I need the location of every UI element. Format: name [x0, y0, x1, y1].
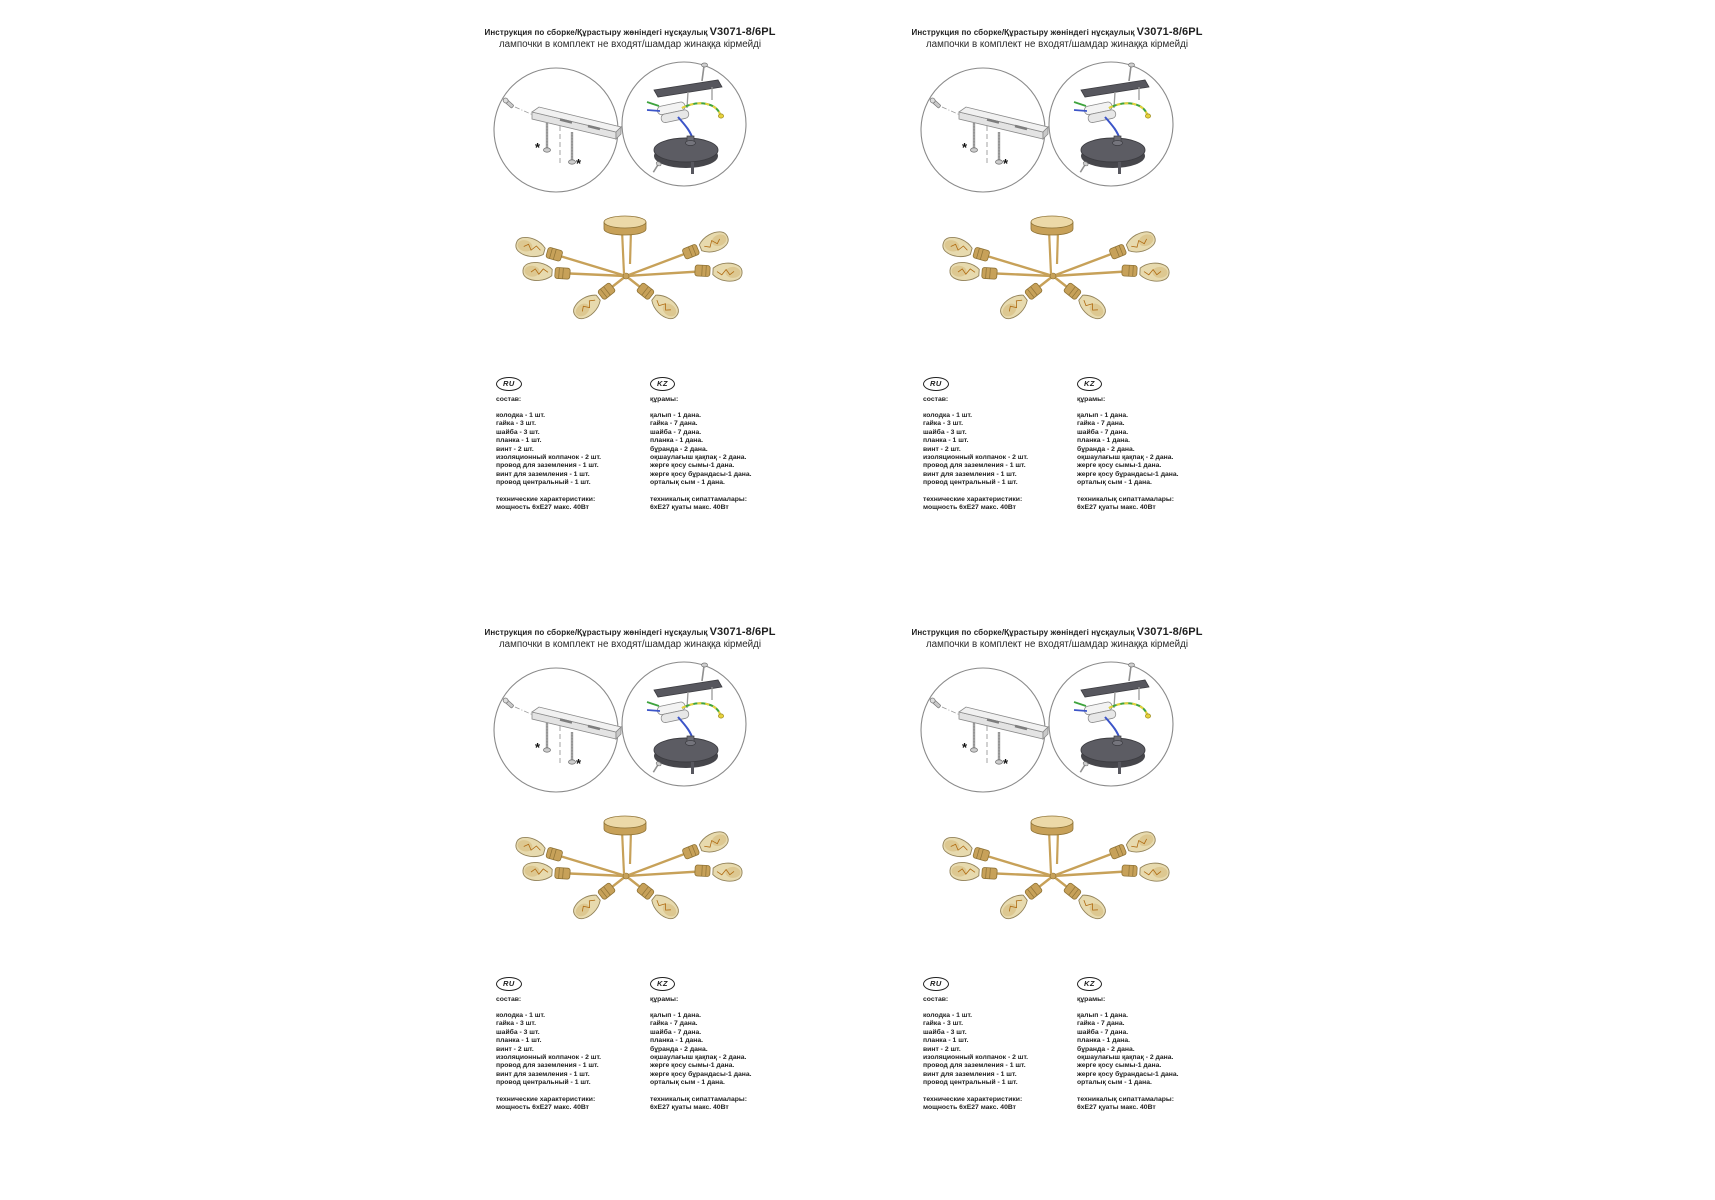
ru-badge: RU — [923, 977, 949, 991]
parts-list-item: гайка - 3 шт. — [923, 1020, 963, 1028]
parts-list-item: орталық сым - 1 дана. — [650, 1079, 725, 1087]
parts-list-item: планка - 1 дана. — [650, 437, 704, 445]
parts-list-item: винт - 2 шт. — [923, 445, 961, 453]
ru-tech-value: мощность 6хЕ27 макс. 40Вт — [496, 504, 590, 512]
parts-list-item: жерге қосу бұрандасы-1 дана. — [1077, 470, 1179, 478]
ru-heading: состав: — [923, 396, 949, 403]
kz-tech-heading: техникалық сипаттамалары: — [650, 495, 747, 503]
parts-list-item: винт для заземления - 1 шт. — [496, 1070, 590, 1078]
ru-tech-heading: технические характеристики: — [496, 495, 596, 503]
bulb — [634, 280, 682, 323]
parts-list-item: изоляционный колпачок - 2 шт. — [496, 454, 602, 462]
kz-tech-heading: техникалық сипаттамалары: — [1077, 495, 1174, 503]
parts-list-item: провод центральный - 1 шт. — [496, 479, 591, 487]
parts-list-item: жерге қосу сымы-1 дана. — [1077, 1062, 1162, 1070]
bulb — [1122, 261, 1170, 281]
asterisk-mark: * — [962, 740, 968, 755]
parts-list-item: гайка - 7 дана. — [650, 420, 698, 428]
model-number: V3071-8/6PL — [709, 626, 776, 638]
kz-parts-list — [1077, 1012, 1227, 1088]
parts-list-item: бұранда - 2 дана. — [1077, 445, 1135, 453]
parts-list-item: изоляционный колпачок - 2 шт. — [923, 1054, 1029, 1062]
parts-list-item: шайба - 7 дана. — [650, 428, 702, 436]
parts-list-item: гайка - 7 дана. — [650, 1020, 698, 1028]
parts-list-item: планка - 1 дана. — [1077, 1037, 1131, 1045]
ru-section — [496, 973, 646, 1112]
instruction-panel — [887, 0, 1227, 600]
chandelier-arms — [550, 250, 707, 294]
kz-heading: құрамы: — [650, 396, 679, 403]
parts-list-item: қалып - 1 дана. — [650, 412, 701, 419]
chandelier-drawing — [941, 216, 1170, 323]
parts-list-item: гайка - 7 дана. — [1077, 1020, 1125, 1028]
bulb — [941, 235, 991, 265]
kz-tech-heading: техникалық сипаттамалары: — [1077, 1095, 1174, 1103]
bulb — [681, 229, 731, 263]
bulb — [1061, 880, 1109, 923]
ru-parts-list — [496, 412, 646, 488]
parts-list-item: провод центральный - 1 шт. — [923, 479, 1018, 487]
parts-list-item: провод для заземления - 1 шт. — [496, 462, 599, 470]
parts-list-item: планка - 1 дана. — [1077, 437, 1131, 445]
kz-tech-heading: техникалық сипаттамалары: — [650, 1095, 747, 1103]
assembly-illustrations — [460, 60, 800, 332]
instruction-subtitle: лампочки в комплект не входят/шамдар жинаққа кірмейді — [498, 39, 762, 50]
parts-list-item: жерге қосу сымы-1 дана. — [650, 462, 735, 470]
mounting-bracket-diagram — [494, 668, 621, 792]
parts-list-item: гайка - 3 шт. — [496, 1020, 536, 1028]
asterisk-mark: * — [576, 156, 582, 171]
parts-list-item: гайка - 3 шт. — [923, 420, 963, 428]
kz-section — [650, 973, 800, 1112]
parts-list-item: провод центральный - 1 шт. — [923, 1079, 1018, 1087]
parts-list-item: изоляционный колпачок - 2 шт. — [496, 1054, 602, 1062]
bulb — [1108, 829, 1158, 863]
kz-section — [650, 373, 800, 512]
parts-list-item: винт - 2 шт. — [496, 445, 534, 453]
parts-list-item: бұранда - 2 дана. — [1077, 1045, 1135, 1053]
mounting-bracket-diagram — [921, 68, 1048, 192]
chandelier-canopy — [604, 816, 646, 835]
instruction-header — [430, 626, 830, 650]
bulb — [522, 262, 570, 283]
parts-list-item: винт для заземления - 1 шт. — [923, 1070, 1017, 1078]
bulb — [1061, 280, 1109, 323]
asterisk-mark: * — [1003, 156, 1009, 171]
assembly-illustrations — [460, 660, 800, 932]
asterisk-mark: * — [1003, 756, 1009, 771]
kz-section — [1077, 373, 1227, 512]
bulb — [949, 862, 997, 883]
bulb — [941, 835, 991, 865]
canopy-wiring-diagram — [622, 662, 746, 786]
parts-list-item: винт - 2 шт. — [923, 1045, 961, 1053]
bulb — [997, 280, 1045, 323]
parts-list-item: оқшаулағыш қақпақ - 2 дана. — [650, 1054, 747, 1062]
parts-list-item: винт для заземления - 1 шт. — [923, 470, 1017, 478]
kz-tech-value: 6хЕ27 қуаты макс. 40Вт — [1077, 504, 1156, 512]
parts-list-item: бұранда - 2 дана. — [650, 445, 708, 453]
parts-list-item: жерге қосу сымы-1 дана. — [1077, 462, 1162, 470]
parts-list-item: оқшаулағыш қақпақ - 2 дана. — [1077, 1054, 1174, 1062]
instruction-title — [430, 26, 830, 38]
instruction-title-text: Инструкция по сборке/Құрастыру жөніндегі нұсқаулық — [911, 628, 1135, 637]
ru-tech-heading: технические характеристики: — [923, 1095, 1023, 1103]
parts-list-item: жерге қосу бұрандасы-1 дана. — [1077, 1070, 1179, 1078]
parts-list-item: колодка - 1 шт. — [496, 412, 546, 419]
canopy-wiring-diagram — [1049, 662, 1173, 786]
kz-parts-list — [650, 1012, 800, 1088]
parts-list-item: шайба - 7 дана. — [1077, 428, 1129, 436]
parts-list-item: шайба - 3 шт. — [496, 428, 540, 436]
kz-parts-list — [1077, 412, 1227, 488]
instruction-subtitle: лампочки в комплект не входят/шамдар жинаққа кірмейді — [498, 639, 762, 650]
instruction-panel — [887, 600, 1227, 1200]
parts-list-item: қалып - 1 дана. — [650, 1012, 701, 1019]
assembly-illustrations — [887, 60, 1227, 332]
parts-list-item: шайба - 3 шт. — [923, 428, 967, 436]
bulb — [695, 261, 743, 281]
parts-list-item: шайба - 3 шт. — [923, 1028, 967, 1036]
instruction-panel — [460, 600, 800, 1200]
instruction-panel — [460, 0, 800, 600]
canopy-wiring-diagram — [1049, 62, 1173, 186]
parts-list-item: колодка - 1 шт. — [923, 412, 973, 419]
chandelier-drawing — [514, 816, 743, 923]
ru-section — [496, 373, 646, 512]
model-number: V3071-8/6PL — [709, 26, 776, 38]
bulb — [514, 835, 564, 865]
canopy-wiring-diagram — [622, 62, 746, 186]
chandelier-canopy — [1031, 816, 1073, 835]
ru-heading: состав: — [923, 996, 949, 1003]
bulb — [997, 880, 1045, 923]
parts-list-item: винт - 2 шт. — [496, 1045, 534, 1053]
ru-tech-heading: технические характеристики: — [496, 1095, 596, 1103]
kz-badge: KZ — [1077, 977, 1102, 991]
parts-list-item: планка - 1 дана. — [650, 1037, 704, 1045]
model-number: V3071-8/6PL — [1136, 26, 1203, 38]
parts-list-item: жерге қосу бұрандасы-1 дана. — [650, 470, 752, 478]
ru-parts-list — [923, 412, 1073, 488]
bulb — [570, 880, 618, 923]
chandelier-arms — [977, 850, 1134, 894]
ru-badge: RU — [496, 377, 522, 391]
parts-list-item: шайба - 7 дана. — [650, 1028, 702, 1036]
ru-parts-list — [923, 1012, 1073, 1088]
ru-tech-heading: технические характеристики: — [923, 495, 1023, 503]
parts-list-item: бұранда - 2 дана. — [650, 1045, 708, 1053]
ru-badge: RU — [923, 377, 949, 391]
instruction-title — [857, 626, 1257, 638]
ru-parts-list — [496, 1012, 646, 1088]
parts-list-item: гайка - 3 шт. — [496, 420, 536, 428]
chandelier-drawing — [941, 816, 1170, 923]
instruction-subtitle: лампочки в комплект не входят/шамдар жинаққа кірмейді — [925, 39, 1189, 50]
bulb — [522, 862, 570, 883]
instruction-title — [430, 626, 830, 638]
kz-heading: құрамы: — [1077, 396, 1106, 403]
parts-list-item: планка - 1 шт. — [923, 437, 969, 445]
parts-list-item: провод для заземления - 1 шт. — [923, 1062, 1026, 1070]
parts-list-item: орталық сым - 1 дана. — [1077, 1079, 1152, 1087]
parts-list-item: колодка - 1 шт. — [923, 1012, 973, 1019]
chandelier-arms — [977, 250, 1134, 294]
parts-list-item: колодка - 1 шт. — [496, 1012, 546, 1019]
kz-tech-value: 6хЕ27 қуаты макс. 40Вт — [650, 1104, 729, 1112]
parts-list-item: шайба - 3 шт. — [496, 1028, 540, 1036]
asterisk-mark: * — [962, 140, 968, 155]
instruction-header — [857, 26, 1257, 50]
bulb — [634, 880, 682, 923]
bulb — [1108, 229, 1158, 263]
instruction-header — [857, 626, 1257, 650]
ru-section — [923, 373, 1073, 512]
ru-tech-value: мощность 6хЕ27 макс. 40Вт — [923, 1104, 1017, 1112]
parts-list-item: провод центральный - 1 шт. — [496, 1079, 591, 1087]
parts-list-item: жерге қосу сымы-1 дана. — [650, 1062, 735, 1070]
ru-tech-value: мощность 6хЕ27 макс. 40Вт — [496, 1104, 590, 1112]
parts-list-item: қалып - 1 дана. — [1077, 1012, 1128, 1019]
chandelier-canopy — [604, 216, 646, 235]
parts-list-item: оқшаулағыш қақпақ - 2 дана. — [1077, 454, 1174, 462]
kz-tech-value: 6хЕ27 қуаты макс. 40Вт — [1077, 1104, 1156, 1112]
bulb — [949, 262, 997, 283]
parts-list-item: жерге қосу бұрандасы-1 дана. — [650, 1070, 752, 1078]
ru-heading: состав: — [496, 396, 522, 403]
bulb — [695, 861, 743, 881]
kz-badge: KZ — [650, 977, 675, 991]
parts-list-item: провод для заземления - 1 шт. — [496, 1062, 599, 1070]
assembly-illustrations — [887, 660, 1227, 932]
parts-list-item: винт для заземления - 1 шт. — [496, 470, 590, 478]
instruction-header — [430, 26, 830, 50]
chandelier-drawing — [514, 216, 743, 323]
asterisk-mark: * — [535, 740, 541, 755]
parts-list-item: қалып - 1 дана. — [1077, 412, 1128, 419]
instruction-title — [857, 26, 1257, 38]
parts-list-item: орталық сым - 1 дана. — [650, 479, 725, 487]
parts-list-item: планка - 1 шт. — [923, 1037, 969, 1045]
ru-badge: RU — [496, 977, 522, 991]
instruction-title-text: Инструкция по сборке/Құрастыру жөніндегі нұсқаулық — [911, 28, 1135, 37]
kz-badge: KZ — [1077, 377, 1102, 391]
ru-tech-value: мощность 6хЕ27 макс. 40Вт — [923, 504, 1017, 512]
kz-parts-list — [650, 412, 800, 488]
kz-badge: KZ — [650, 377, 675, 391]
mounting-bracket-diagram — [494, 68, 621, 192]
kz-tech-value: 6хЕ27 қуаты макс. 40Вт — [650, 504, 729, 512]
parts-list-item: планка - 1 шт. — [496, 1037, 542, 1045]
parts-list-item: изоляционный колпачок - 2 шт. — [923, 454, 1029, 462]
instruction-title-text: Инструкция по сборке/Құрастыру жөніндегі нұсқаулық — [484, 28, 708, 37]
instruction-title-text: Инструкция по сборке/Құрастыру жөніндегі нұсқаулық — [484, 628, 708, 637]
chandelier-canopy — [1031, 216, 1073, 235]
bulb — [1122, 861, 1170, 881]
chandelier-arms — [550, 850, 707, 894]
parts-list-item: шайба - 7 дана. — [1077, 1028, 1129, 1036]
bulb — [681, 829, 731, 863]
kz-heading: құрамы: — [1077, 996, 1106, 1003]
kz-section — [1077, 973, 1227, 1112]
parts-list-item: орталық сым - 1 дана. — [1077, 479, 1152, 487]
asterisk-mark: * — [535, 140, 541, 155]
kz-heading: құрамы: — [650, 996, 679, 1003]
ru-heading: состав: — [496, 996, 522, 1003]
mounting-bracket-diagram — [921, 668, 1048, 792]
asterisk-mark: * — [576, 756, 582, 771]
bulb — [514, 235, 564, 265]
bulb — [570, 280, 618, 323]
parts-list-item: провод для заземления - 1 шт. — [923, 462, 1026, 470]
model-number: V3071-8/6PL — [1136, 626, 1203, 638]
parts-list-item: гайка - 7 дана. — [1077, 420, 1125, 428]
instruction-subtitle: лампочки в комплект не входят/шамдар жинаққа кірмейді — [925, 639, 1189, 650]
parts-list-item: оқшаулағыш қақпақ - 2 дана. — [650, 454, 747, 462]
parts-list-item: планка - 1 шт. — [496, 437, 542, 445]
ru-section — [923, 973, 1073, 1112]
